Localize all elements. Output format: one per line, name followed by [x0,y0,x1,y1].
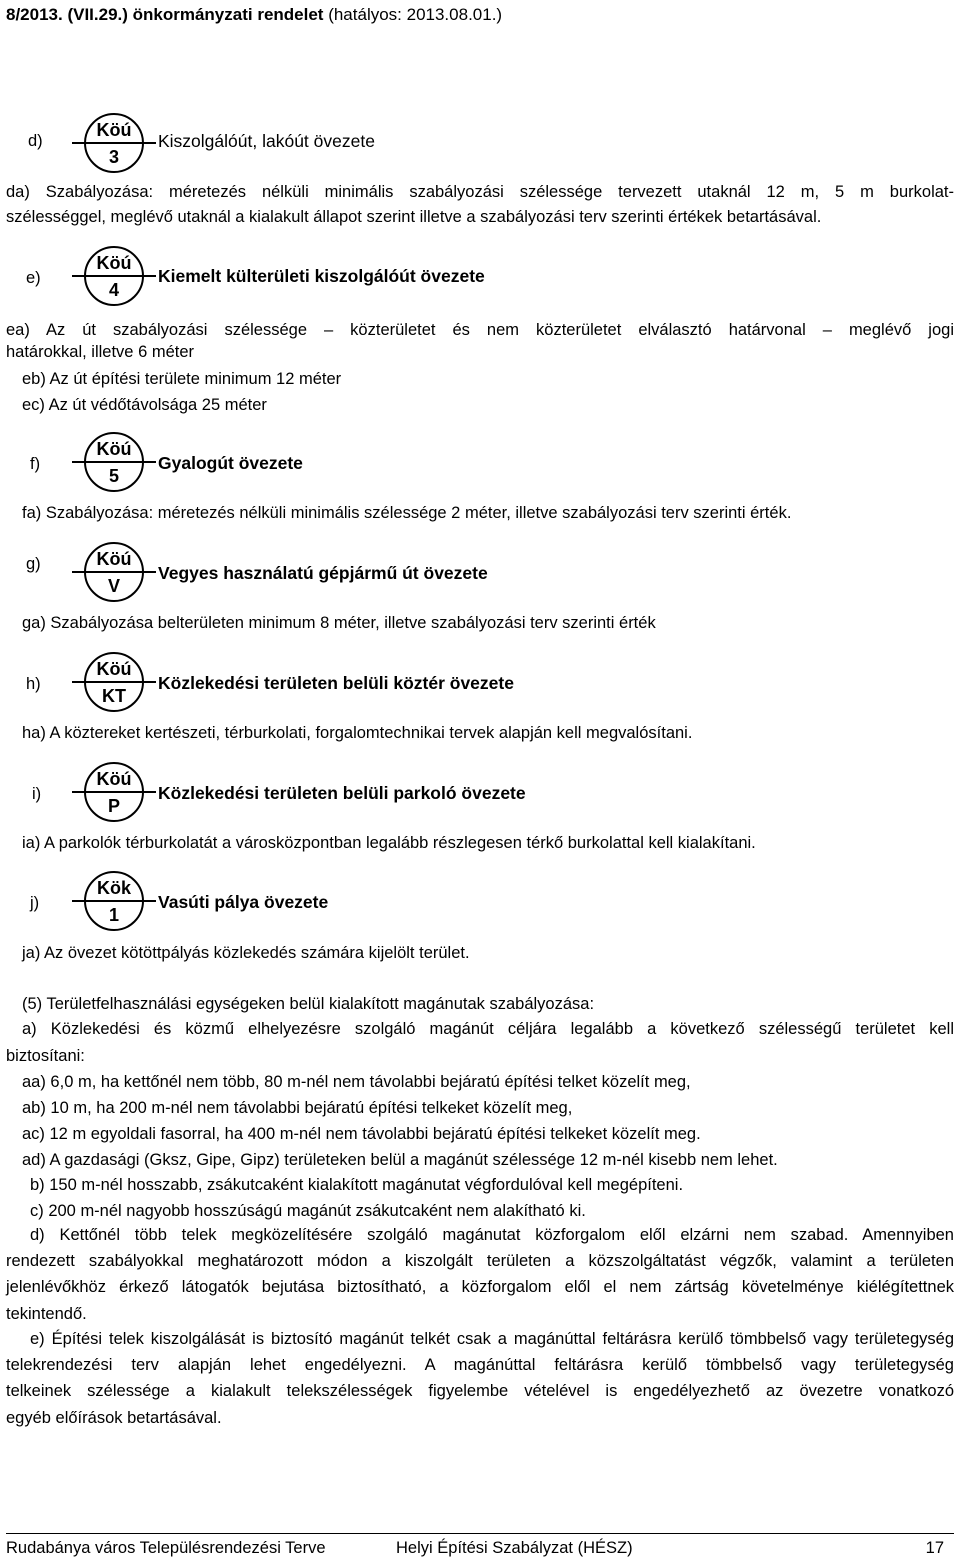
zone-h-symbol [84,652,144,712]
para-ec: ec) Az út védőtávolsága 25 méter [22,396,267,414]
zone-j-symbol-bottom: 1 [108,905,119,925]
para-e-4: egyéb előírások betartásával. [6,1409,222,1427]
zone-g-label: g) [26,555,41,573]
zone-f-symbol-top: Köú [96,439,132,459]
para-d-1: d) Kettőnél több telek megközelítésére szolgáló magánutat közforgalom elől elzárni nem szabad. Amennyiben [30,1226,954,1244]
footer-page-number: 17 [925,1539,944,1557]
zone-g-title: Vegyes használatú gépjármű út övezete [158,563,488,583]
zone-h-title: Közlekedési területen belüli köztér övezete [158,673,514,693]
zone-g-symbol-bottom: V [107,576,120,596]
para-b: b) 150 m-nél hosszabb, zsákutcaként kialakított magánutat végfordulóval kell megépíteni. [30,1176,684,1194]
para-5: (5) Területfelhasználási egységeken belül kialakított magánutak szabályozása: [22,995,595,1013]
zone-d-title: Kiszolgálóút, lakóút övezete [158,131,375,151]
para-ea-2: határokkal, illetve 6 méter [6,343,195,361]
zone-e-label: e) [26,269,41,287]
para-d-4: tekintendő. [6,1305,87,1323]
zone-h-symbol-top: Köú [96,659,132,679]
para-ab: ab) 10 m, ha 200 m-nél nem távolabbi bejáratú építési telkeket közelít meg, [22,1099,573,1117]
para-e-3: telkeinek szélessége a kialakult telekszélességek figyelembe vételével is engedélyezhető az övezetre vonatkozó [6,1382,954,1400]
para-ga: ga) Szabályozása belterületen minimum 8 méter, illetve szabályozási terv szerinti érték [22,614,656,632]
footer-doc-title: Helyi Építési Szabályzat (HÉSZ) [396,1539,633,1557]
footer-plan-title: Rudabánya város Településrendezési Terve [6,1539,326,1557]
zone-i-symbol [84,762,144,822]
para-d-2: rendezett szabályokkal meghatározott módon a kiszolgált területen a közszolgáltatást végzők, valamint a területen [6,1252,954,1270]
para-ac: ac) 12 m egyoldali fasorral, ha 400 m-nél nem távolabbi bejáratú építési telkeket közelít meg. [22,1125,701,1143]
zone-j-symbol-top: Kök [96,878,131,898]
header-regulation: 8/2013. (VII.29.) önkormányzati rendelet [6,5,324,24]
para-fa: fa) Szabályozása: méretezés nélküli minimális szélessége 2 méter, illetve szabályozási terv szerinti érték. [22,504,792,522]
zone-g-symbol-top: Köú [96,549,132,569]
para-ad: ad) A gazdasági (Gksz, Gipe, Gipz) területeken belül a magánút szélessége 12 m-nél kisebb nem lehet. [22,1151,778,1169]
zone-j-symbol [84,871,144,931]
zone-d-symbol-top: Köú [96,120,132,140]
para-a-2: biztosítani: [6,1047,85,1065]
zone-f-symbol-bottom: 5 [108,466,119,486]
zone-h-symbol-bottom: KT [102,686,126,706]
zone-i-symbol-bottom: P [107,796,120,816]
para-aa: aa) 6,0 m, ha kettőnél nem több, 80 m-nél nem távolabbi bejáratú építési telket közelít meg, [22,1073,691,1091]
para-e-1: e) Építési telek kiszolgálását is biztosító magánút telkét csak a magánúttal feltárásra kerülő tömbbelső vagy területegység [30,1330,954,1348]
para-eb: eb) Az út építési területe minimum 12 méter [22,370,342,388]
zone-d-label: d) [28,132,43,150]
header-effective: (hatályos: 2013.08.01.) [323,5,503,24]
para-a-1: a) Közlekedési és közmű elhelyezésre szolgáló magánút céljára legalább a következő szélességű területet kell [22,1020,954,1038]
zone-g-symbol [84,542,144,602]
zone-i-title: Közlekedési területen belüli parkoló övezete [158,783,526,803]
zone-i-symbol-top: Köú [96,769,132,789]
zone-e-title: Kiemelt külterületi kiszolgálóút övezete [158,266,485,286]
zone-j-title: Vasúti pálya övezete [158,892,329,912]
zone-h-label: h) [26,675,41,693]
para-da-2: szélességgel, meglévő utaknál a kialakult állapot szerint illetve a szabályozási terv szerinti értékek betartásával. [6,208,822,226]
zone-d-symbol-bottom: 3 [108,147,119,167]
zone-d-symbol [84,113,144,173]
para-d-3: jelenlévőkhöz érkező látogatók bejutása biztosítható, a közforgalom elől el nem zártság követelménye kiélégítettnek [6,1278,954,1296]
para-ia: ia) A parkolók térburkolatát a városközpontban legalább részlegesen térkő burkolattal kell kialakítani. [22,834,756,852]
zone-e-symbol-top: Köú [96,253,132,273]
zone-f-symbol [84,432,144,492]
zone-i-label: i) [32,785,42,803]
page-header [6,6,502,23]
para-da-1: da) Szabályozása: méretezés nélküli minimális szabályozási szélessége tervezett utaknál 12 m, 5 m burkolat- [6,183,954,201]
zone-e-symbol-bottom: 4 [108,280,119,300]
para-ea-1: ea) Az út szabályozási szélessége – közterületet és nem közterületet elválasztó határvonal – meglévő jogi [6,321,954,339]
zone-f-label: f) [30,455,41,473]
para-ja: ja) Az övezet kötöttpályás közlekedés számára kijelölt terület. [22,944,470,962]
para-c: c) 200 m-nél nagyobb hosszúságú magánút zsákutcaként nem alakítható ki. [30,1202,586,1220]
para-ha: ha) A köztereket kertészeti, térburkolati, forgalomtechnikai tervek alapján kell megvalósítani. [22,724,693,742]
page-footer [6,1533,954,1564]
zone-f-title: Gyalogút övezete [158,453,303,473]
zone-j-label: j) [30,894,40,912]
zone-e-symbol [84,246,144,306]
para-e-2: telekrendezési terv alapján lehet engedélyezni. A magánúttal feltárásra kerülő tömbbelső vagy területegység [6,1356,954,1374]
